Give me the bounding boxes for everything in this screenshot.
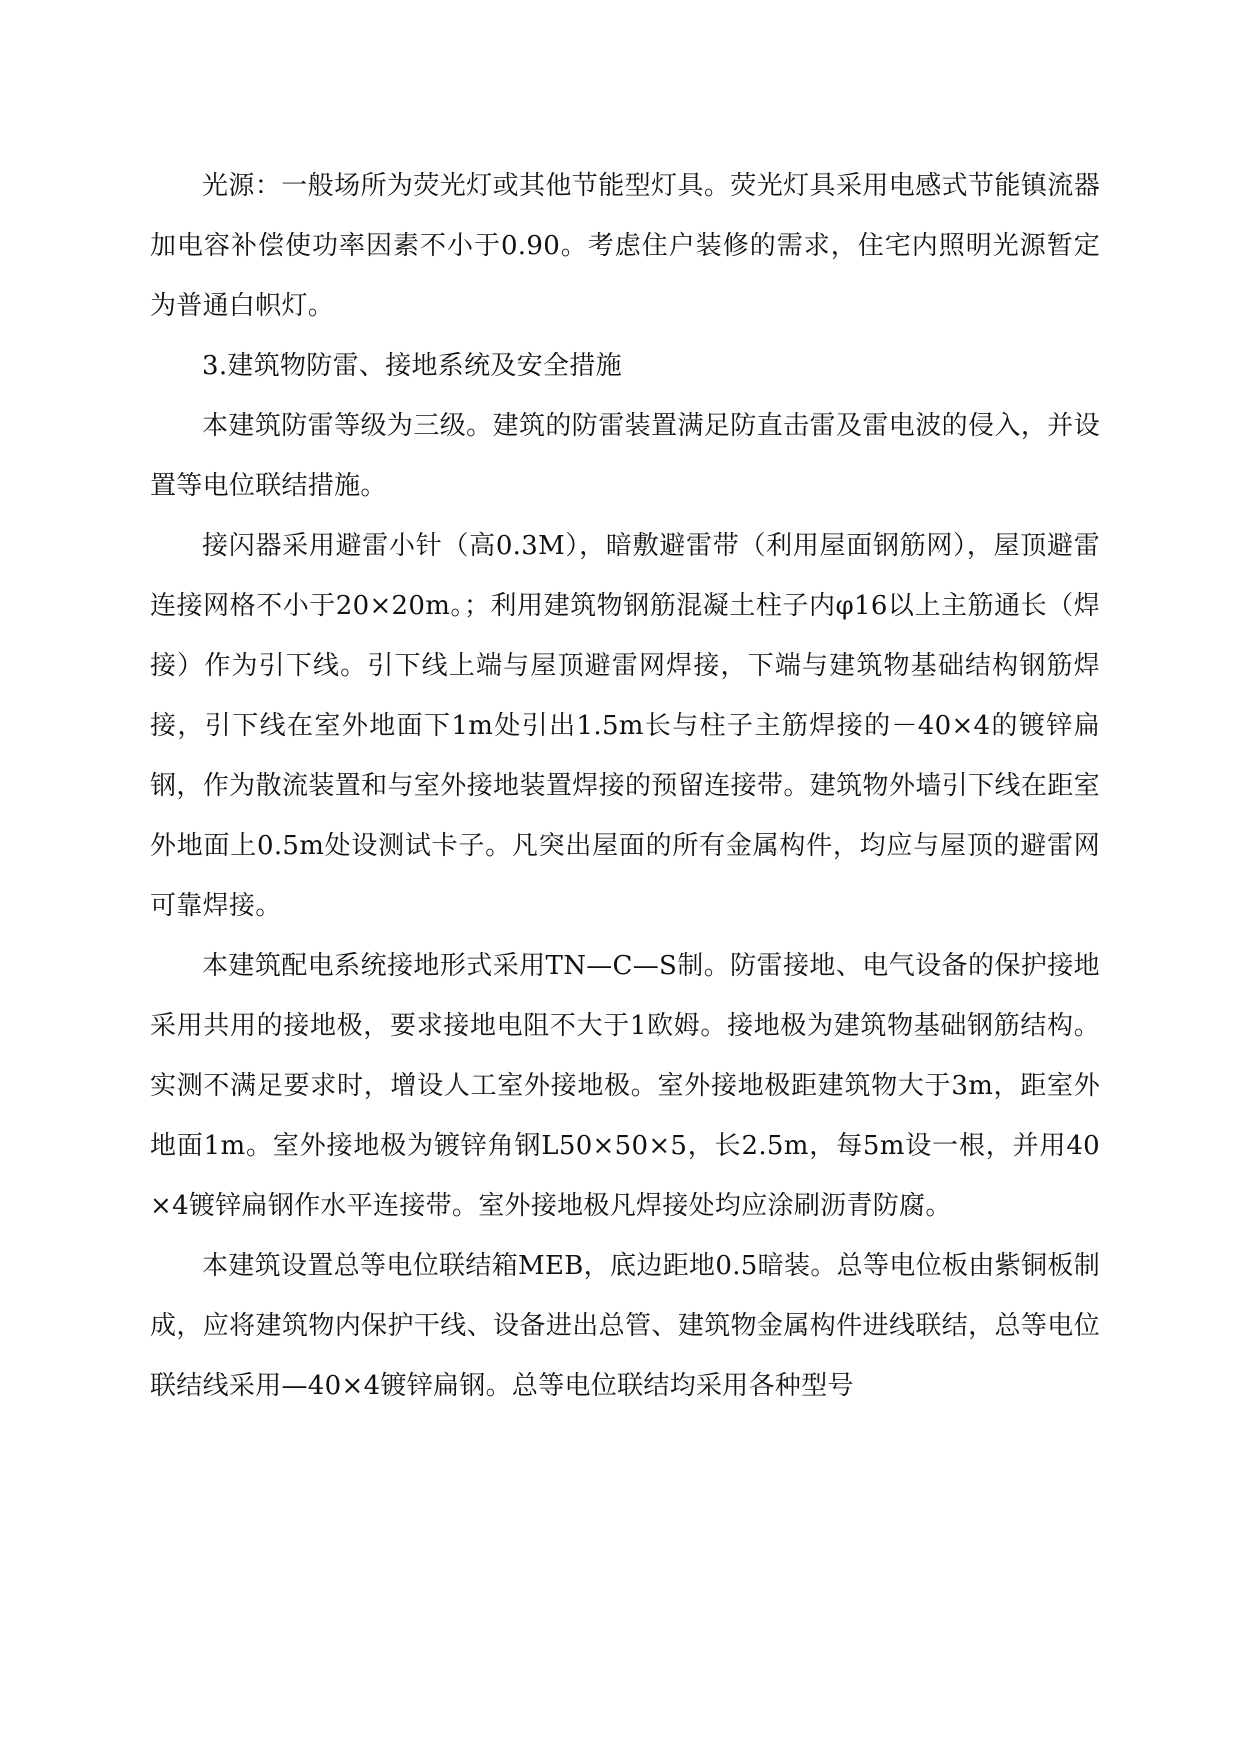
paragraph-equipotential-bonding: 本建筑设置总等电位联结箱MEB，底边距地0.5暗装。总等电位板由紫铜板制成，应将建筑物内保护干线、设备进出总管、建筑物金属构件进线联结，总等电位联结线采用—40×4镀锌扁钢。总等电位联结均采用各种型号 (150, 1251, 1100, 1401)
paragraph-air-terminal: 接闪器采用避雷小针（高0.3M），暗敷避雷带（利用屋面钢筋网），屋顶避雷连接网格不小于20×20m。；利用建筑物钢筋混凝土柱子内φ16以上主筋通长（焊接）作为引下线。引下线上端与屋顶避雷网焊接，下端与建筑物基础结构钢筋焊接，引下线在室外地面下1m处引出1.5m长与柱子主筋焊接的－40×4的镀锌扁钢，作为散流装置和与室外接地装置焊接的预留连接带。建筑物外墙引下线在距室外地面上0.5m处设测试卡子。凡突出屋面的所有金属构件，均应与屋顶的避雷网可靠焊接。 (150, 531, 1100, 921)
document-body (150, 156, 1100, 1416)
paragraph-light-source: 光源：一般场所为荧光灯或其他节能型灯具。荧光灯具采用电感式节能镇流器加电容补偿使功率因素不小于0.90。考虑住户装修的需求，住宅内照明光源暂定为普通白帜灯。 (150, 171, 1100, 321)
section-heading-lightning-grounding: 3.建筑物防雷、接地系统及安全措施 (202, 351, 622, 381)
paragraph-lightning-level: 本建筑防雷等级为三级。建筑的防雷装置满足防直击雷及雷电波的侵入，并设置等电位联结措施。 (150, 411, 1100, 501)
paragraph-grounding-system: 本建筑配电系统接地形式采用TN—C—S制。防雷接地、电气设备的保护接地采用共用的接地极，要求接地电阻不大于1欧姆。接地极为建筑物基础钢筋结构。实测不满足要求时，增设人工室外接地极。室外接地极距建筑物大于3m，距室外地面1m。室外接地极为镀锌角钢L50×50×5，长2.5m，每5m设一根，并用40×4镀锌扁钢作水平连接带。室外接地极凡焊接处均应涂刷沥青防腐。 (150, 951, 1100, 1221)
